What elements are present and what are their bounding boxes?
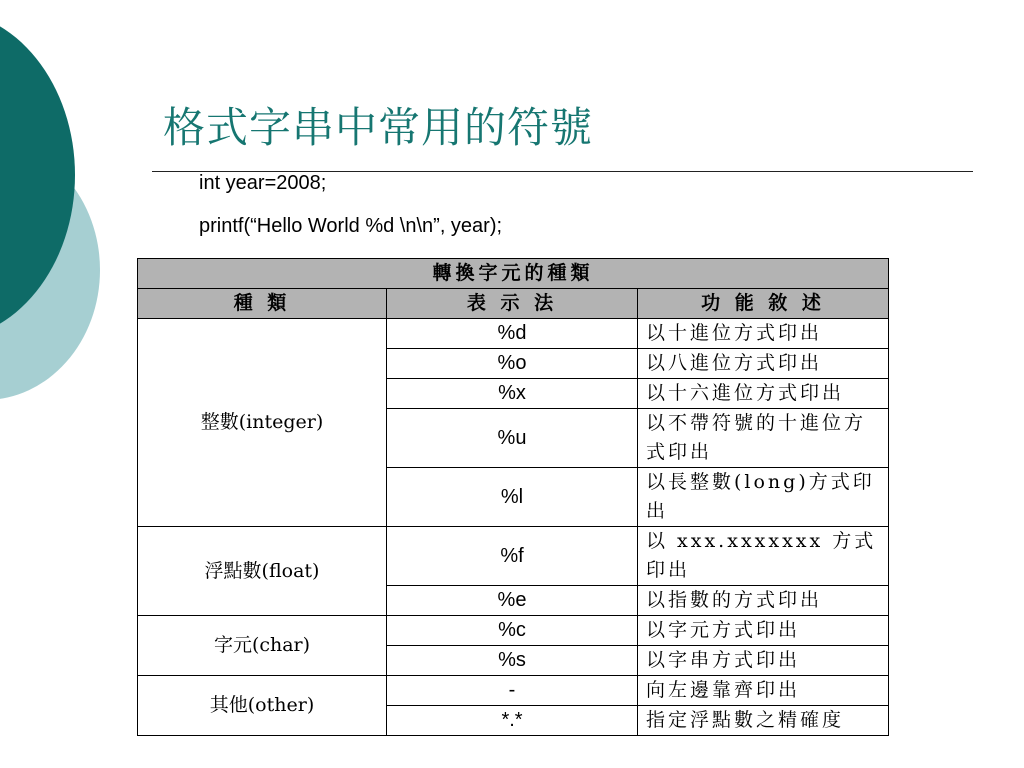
column-header-notation: 表 示 法: [387, 289, 638, 319]
symbol-cell: %x: [387, 379, 638, 409]
symbol-cell: %f: [387, 527, 638, 586]
description-cell: 指定浮點數之精確度: [638, 706, 889, 736]
description-cell: 以十進位方式印出: [638, 319, 889, 349]
symbol-cell: %d: [387, 319, 638, 349]
table-row: [138, 616, 889, 646]
symbol-cell: %c: [387, 616, 638, 646]
description-cell: 以不帶符號的十進位方式印出: [638, 409, 889, 468]
description-cell: 以十六進位方式印出: [638, 379, 889, 409]
description-cell: 以指數的方式印出: [638, 586, 889, 616]
symbol-cell: %e: [387, 586, 638, 616]
table-caption: 轉換字元的種類: [138, 259, 889, 289]
table-row: [138, 319, 889, 349]
category-cell-integer: 整數(integer): [138, 319, 387, 527]
symbol-cell: %u: [387, 409, 638, 468]
description-cell: 以字串方式印出: [638, 646, 889, 676]
code-line-declaration: int year=2008;: [199, 172, 327, 194]
symbol-cell: -: [387, 676, 638, 706]
description-cell: 以長整數(long)方式印出: [638, 468, 889, 527]
symbol-cell: %o: [387, 349, 638, 379]
description-cell: 以 xxx.xxxxxxx 方式印出: [638, 527, 889, 586]
code-line-printf: printf(“Hello World %d \n\n”, year);: [199, 215, 503, 237]
category-cell-float: 浮點數(float): [138, 527, 387, 616]
table-row: [138, 676, 889, 706]
category-cell-char: 字元(char): [138, 616, 387, 676]
category-cell-other: 其他(other): [138, 676, 387, 736]
description-cell: 向左邊靠齊印出: [638, 676, 889, 706]
symbol-cell: *.*: [387, 706, 638, 736]
symbol-cell: %s: [387, 646, 638, 676]
description-cell: 以八進位方式印出: [638, 349, 889, 379]
format-specifier-table: [137, 258, 889, 736]
symbol-cell: %l: [387, 468, 638, 527]
column-header-description: 功 能 敘 述: [638, 289, 889, 319]
column-header-type: 種 類: [138, 289, 387, 319]
description-cell: 以字元方式印出: [638, 616, 889, 646]
slide-title: 格式字串中常用的符號: [163, 103, 594, 152]
table-row: [138, 527, 889, 586]
